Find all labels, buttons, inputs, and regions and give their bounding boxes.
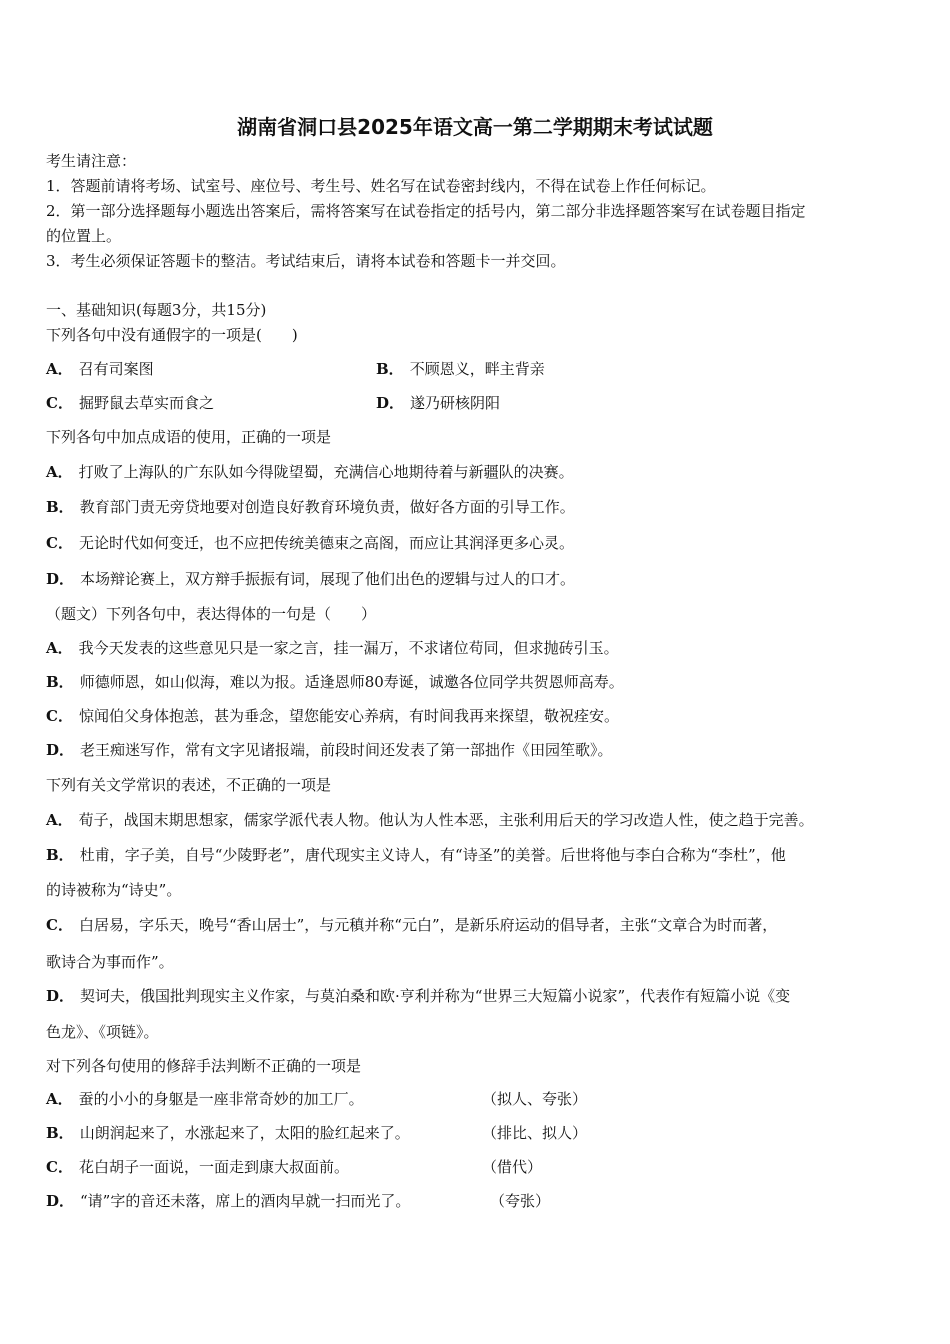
question-stem: 下列各句中没有通假字的一项是( ): [46, 326, 298, 344]
option-text: 惊闻伯父身体抱恙，甚为垂念，望您能安心养病，有时间我再来探望，敬祝痊安。: [78, 707, 619, 725]
option-a: [46, 638, 619, 658]
option-a: [46, 462, 574, 482]
option-continuation: 歌诗合为事而作”。: [46, 953, 174, 971]
option-text: 山朗润起来了，水涨起来了，太阳的脸红起来了。: [79, 1124, 410, 1142]
option-continuation: 色龙》、《项链》。: [46, 1023, 159, 1041]
option-text: 不顾恩义，畔主背亲: [409, 360, 545, 378]
option-label: A．: [46, 639, 73, 657]
option-label: D．: [46, 987, 75, 1005]
option-note: （排比、拟人）: [482, 1124, 588, 1142]
option-text: 师德师恩，如山似海，难以为报。适逢恩师80寿诞，诚邀各位同学共贺恩师高寿。: [79, 673, 624, 691]
option-d: [46, 569, 575, 589]
option-label: C．: [46, 1158, 73, 1176]
option-c: [46, 1157, 349, 1177]
option-text: 老王痴迷写作，常有文字见诸报端，前段时间还发表了第一部拙作《田园笙歌》。: [80, 741, 613, 759]
option-d: [46, 740, 613, 760]
option-d: [46, 1191, 410, 1211]
option-text: 本场辩论赛上，双方辩手振振有词，展现了他们出色的逻辑与过人的口才。: [80, 570, 576, 588]
option-label: B．: [46, 846, 74, 864]
option-text: 遂乃研核阴阳: [410, 394, 501, 412]
option-label: B．: [376, 360, 404, 378]
option-label: B．: [46, 1124, 74, 1142]
option-label: B．: [46, 673, 74, 691]
option-label: D．: [376, 394, 405, 412]
option-b: [376, 359, 545, 379]
option-label: C．: [46, 394, 73, 412]
option-label: A．: [46, 1090, 73, 1108]
option-label: A．: [46, 811, 73, 829]
question-stem: （题文）下列各句中，表达得体的一句是（ ）: [46, 605, 377, 623]
option-note: （借代）: [482, 1158, 543, 1176]
option-c: [46, 915, 777, 935]
page-title: 湖南省洞口县2025年语文高一第二学期期末考试试题: [237, 115, 713, 139]
option-b: [46, 1123, 410, 1143]
question-stem: 下列各句中加点成语的使用，正确的一项是: [46, 428, 332, 446]
option-label: D．: [46, 570, 75, 588]
option-text: 契诃夫，俄国批判现实主义作家，与莫泊桑和欧·亨利并称为“世界三大短篇小说家”，代表作有短篇小说《变: [80, 987, 791, 1005]
option-c: [46, 706, 619, 726]
notice-item: 1．答题前请将考场、试室号、座位号、考生号、姓名写在试卷密封线内，不得在试卷上作任何标记。: [46, 177, 716, 195]
option-note: （夸张）: [490, 1192, 551, 1210]
option-d: [46, 986, 790, 1006]
option-label: D．: [46, 741, 75, 759]
option-text: 掘野鼠去草实而食之: [78, 394, 214, 412]
option-label: D．: [46, 1192, 75, 1210]
option-label: C．: [46, 534, 73, 552]
notice-item: 2．第一部分选择题每小题选出答案后，需将答案写在试卷指定的括号内，第二部分非选择题答案写在试卷题目指定: [46, 202, 806, 220]
notice-heading: 考生请注意：: [46, 152, 137, 170]
question-stem: 对下列各句使用的修辞手法判断不正确的一项是: [46, 1057, 362, 1075]
option-c: [46, 393, 214, 413]
option-text: 教育部门责无旁贷地要对创造良好教育环境负责，做好各方面的引导工作。: [79, 498, 575, 516]
option-text: 花白胡子一面说，一面走到康大叔面前。: [78, 1158, 349, 1176]
option-text: 我今天发表的这些意见只是一家之言，挂一漏万，不求诸位苟同，但求抛砖引玉。: [78, 639, 619, 657]
option-note: （拟人、夸张）: [482, 1090, 588, 1108]
option-text: 杜甫，字子美，自号“少陵野老”，唐代现实主义诗人，有“诗圣”的美誉。后世将他与李白合称为“李杜”，他: [79, 846, 786, 864]
option-b: [46, 845, 786, 865]
section-heading: 一、基础知识(每题3分，共15分): [46, 301, 267, 319]
option-label: C．: [46, 707, 73, 725]
option-text: 无论时代如何变迁，也不应把传统美德束之高阁，而应让其润泽更多心灵。: [78, 534, 574, 552]
option-c: [46, 533, 574, 553]
option-a: [46, 810, 814, 830]
option-text: “请”字的音还未落，席上的酒肉早就一扫而光了。: [80, 1192, 411, 1210]
option-continuation: 的诗被称为“诗史”。: [46, 881, 182, 899]
notice-item: 的位置上。: [46, 227, 122, 245]
question-stem: 下列有关文学常识的表述，不正确的一项是: [46, 776, 332, 794]
option-a: [46, 359, 154, 379]
option-label: A．: [46, 360, 73, 378]
notice-item: 3．考生必须保证答题卡的整洁。考试结束后，请将本试卷和答题卡一并交回。: [46, 252, 566, 270]
option-text: 荀子，战国末期思想家，儒家学派代表人物。他认为人性本恶，主张利用后天的学习改造人性，使之趋于完善。: [78, 811, 814, 829]
option-label: C．: [46, 916, 73, 934]
option-d: [376, 393, 500, 413]
option-b: [46, 497, 575, 517]
option-label: B．: [46, 498, 74, 516]
option-b: [46, 672, 624, 692]
option-text: 蚕的小小的身躯是一座非常奇妙的加工厂。: [78, 1090, 364, 1108]
option-text: 打败了上海队的广东队如今得陇望蜀，充满信心地期待着与新疆队的决赛。: [78, 463, 574, 481]
option-text: 召有司案图: [78, 360, 154, 378]
option-a: [46, 1089, 364, 1109]
option-label: A．: [46, 463, 73, 481]
option-text: 白居易，字乐天，晚号“香山居士”，与元稹并称“元白”，是新乐府运动的倡导者，主张“文章合为时而著，: [78, 916, 778, 934]
